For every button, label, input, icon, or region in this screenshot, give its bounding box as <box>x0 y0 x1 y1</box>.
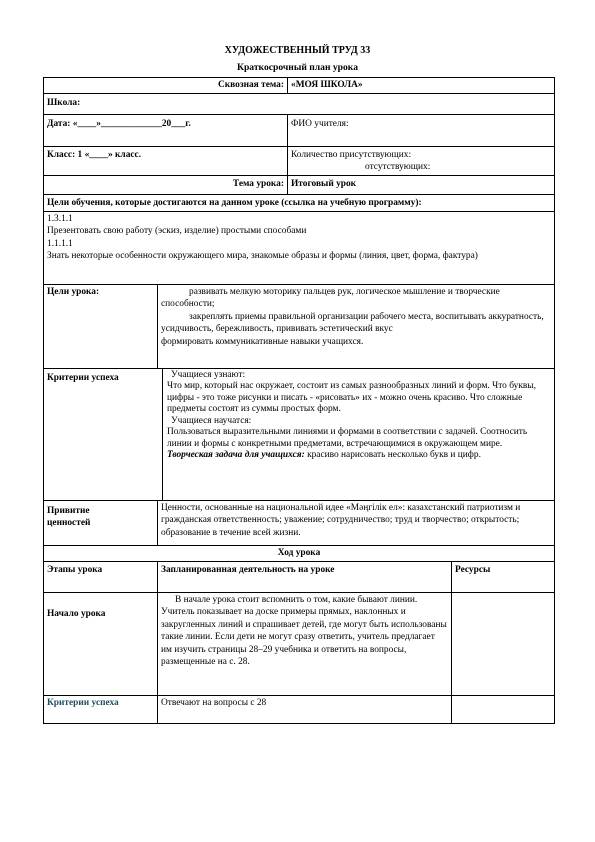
goals-row <box>44 285 554 369</box>
objectives-heading-row <box>44 195 554 212</box>
lesson-topic-row <box>44 176 554 195</box>
school-row <box>44 94 554 115</box>
objective-code-1: 1.3.1.1 <box>47 214 73 224</box>
criteria-cell <box>162 369 554 500</box>
progress-heading-row <box>44 546 554 562</box>
topic-value: «МОЯ ШКОЛА» <box>287 78 554 93</box>
goal-line-3: формировать коммуникативные навыки учащихся. <box>161 336 364 347</box>
stage-row-start <box>44 593 554 696</box>
criteria-task <box>167 450 551 461</box>
values-text: Ценности, основанные на национальной идее «Мәңгілік ел»: казахстанский патриотизм и гражданская ответственность; уважение; сотрудничество; труд и творчество; открытость; образование в течение всей жизни. <box>157 501 554 545</box>
criteria-learn-text: Что мир, который нас окружает, состоит из самых разнообразных линий и форм. Что буквы, цифры - это тоже рисунки и писать - «рисовать» их - можно очень красиво. Что сложные предметы состоят из суммы простых форм. <box>167 381 536 415</box>
objectives-row <box>44 212 554 285</box>
topic-label: Сквозная тема: <box>217 80 284 90</box>
stage-start-activity <box>157 593 451 695</box>
stage-row-criteria <box>44 696 554 723</box>
goals-cell <box>157 285 554 368</box>
column-resources: Ресурсы <box>451 562 554 592</box>
criteria-skill-heading: Учащиеся научатся: <box>171 415 252 426</box>
attendance-cell <box>287 147 554 175</box>
stage-start-label: Начало урока <box>47 609 106 619</box>
objective-text-2: Знать некоторые особенности окружающего мира, знакомые образы и формы (линия, цвет, форма, фактура) <box>47 251 478 262</box>
lesson-topic-value: Итоговый урок <box>287 176 554 194</box>
objective-text-1: Презентовать свою работу (эскиз, изделие) простыми способами <box>47 226 307 237</box>
stage-criteria-activity: Отвечают на вопросы с 28 <box>157 696 451 723</box>
school-label: Школа: <box>47 98 81 108</box>
values-row <box>44 501 554 546</box>
progress-heading: Ход урока <box>277 548 321 558</box>
values-label <box>44 501 157 545</box>
class-attendance-row <box>44 147 554 176</box>
criteria-label: Критерии успеха <box>47 373 119 383</box>
stage-criteria-resources <box>451 696 554 723</box>
column-stage: Этапы урока <box>47 565 103 575</box>
class-label: Класс: 1 «____» класс. <box>47 150 142 160</box>
criteria-task-text: красиво нарисовать несколько букв и цифр. <box>304 450 481 461</box>
document-title: ХУДОЖЕСТВЕННЫЙ ТРУД 33 <box>224 45 371 56</box>
topic-row <box>44 78 554 94</box>
goal-line-1: развивать мелкую моторику пальцев рук, логическое мышление и творческие способности; <box>161 287 500 310</box>
objectives-cell <box>44 212 554 284</box>
date-label: Дата: «____»_____________20___г. <box>47 119 191 129</box>
present-label: Количество присутствующих: <box>291 150 412 160</box>
lesson-topic-label: Тема урока: <box>232 179 284 189</box>
stage-start-resources <box>451 593 554 695</box>
progress-columns-row <box>44 562 554 593</box>
teacher-label: ФИО учителя: <box>287 115 554 146</box>
objective-code-2: 1.1.1.1 <box>47 238 73 249</box>
absent-label: отсутствующих: <box>365 162 431 173</box>
criteria-skill-text: Пользоваться выразительными линиями и формами в соответствии с задачей. Соотносить линии и формы с конкретными предметами, встречающимися в окружающем мире. <box>167 427 528 449</box>
column-activity: Запланированная деятельность на уроке <box>157 562 451 592</box>
stage-start-activity-text: В начале урока стоит вспомнить о том, какие бывают линии. Учитель показывает на доске примеры прямых, наклонных и закругленных линий и спрашивает детей, где могут быть использованы такие линии. Если дети не могут сразу ответить, учитель предлагает им изучить страницы 28–29 учебника и ответить на вопросы, размещенные на с. 28. <box>161 595 447 668</box>
goal-line-2: закреплять приемы правильной организации рабочего места, воспитывать аккуратность, усидчивость, бережливость, прививать эстетический вкус <box>161 311 544 335</box>
objectives-heading: Цели обучения, которые достигаются на данном уроке (ссылка на учебную программу): <box>47 198 422 208</box>
values-label-line-2: ценностей <box>47 518 91 529</box>
document-subtitle: Краткосрочный план урока <box>237 62 358 73</box>
criteria-row <box>44 369 554 501</box>
lesson-plan-table <box>43 77 555 724</box>
goals-label: Цели урока: <box>47 287 100 297</box>
values-label-line-1: Привитие <box>47 506 90 516</box>
criteria-task-label: Творческая задача для учащихся: <box>167 450 305 461</box>
date-teacher-row <box>44 115 554 147</box>
criteria-learn-heading: Учащиеся узнают: <box>171 370 246 380</box>
stage-criteria-label: Критерии успеха <box>47 698 119 708</box>
